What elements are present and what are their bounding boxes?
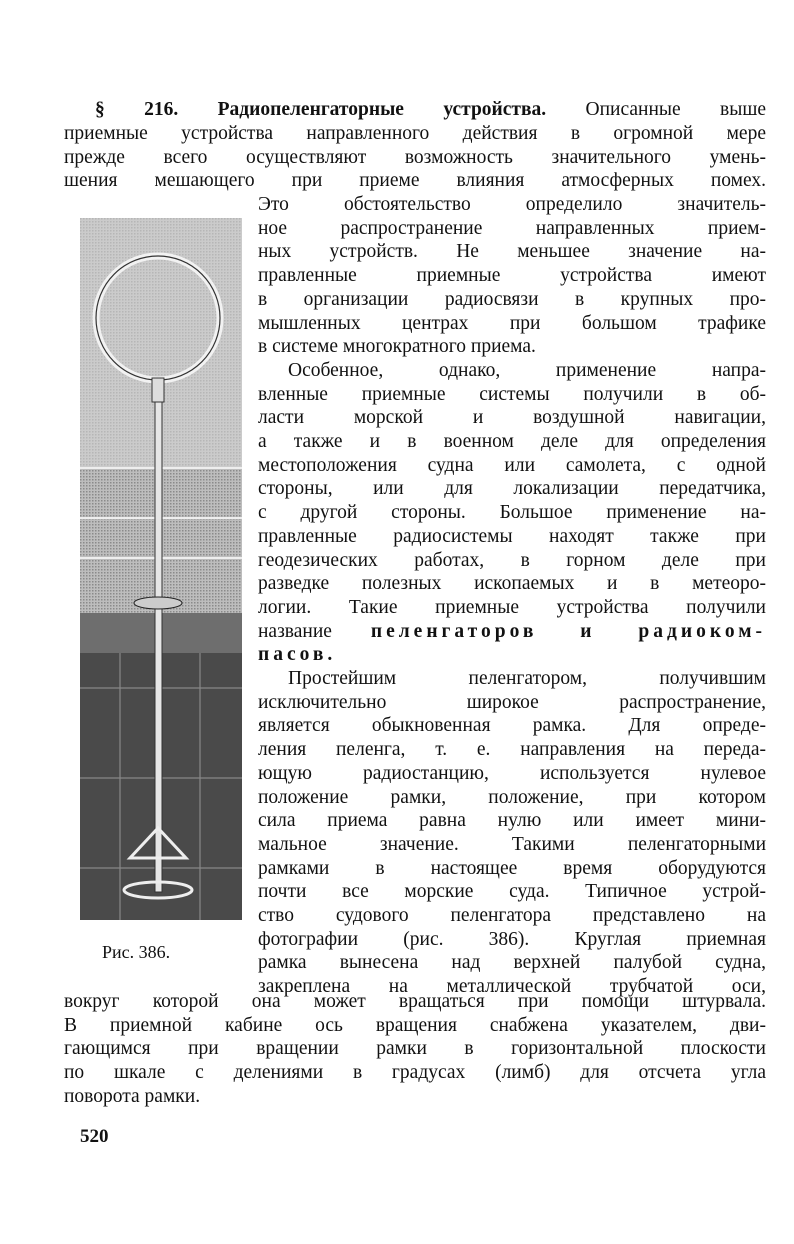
text-segment: название <box>258 620 371 642</box>
text-line: логии. Такие приемные устройства получили <box>258 596 766 618</box>
text-line: рамками в настоящее время оборудуются <box>258 857 766 879</box>
text-line: мышленных центрах при большом трафике <box>258 312 766 334</box>
text-line: правленные радиосистемы находят также при <box>258 525 766 547</box>
spaced-term: пеленгаторов и радиоком- <box>370 620 766 642</box>
text-line: является обыкновенная рамка. Для опреде- <box>258 715 766 737</box>
text-line: поворота рамки. <box>64 1085 201 1107</box>
text-line: геодезических работах, в горном деле при <box>258 549 766 571</box>
text-line: Особенное, однако, применение напра- <box>288 359 766 381</box>
text-line: Простейшим пеленгатором, получившим <box>288 668 766 689</box>
text-line: по шкале с делениями в градусах (лимб) для отсчета угла <box>64 1062 766 1084</box>
text-line: с другой стороны. Большое применение на- <box>258 502 766 524</box>
text-line: ющую радиостанцию, используется нулевое <box>258 762 766 784</box>
text-line: прежде всего осуществляют возможность значительного умень- <box>64 146 766 168</box>
text-line: стороны, или для локализации передатчика, <box>258 478 766 500</box>
text-line: фотографии (рис. 386). Круглая приемная <box>258 928 766 950</box>
text-line: местоположения судна или самолета, с одной <box>258 454 766 476</box>
text-line: шения мешающего при приеме влияния атмосферных помех. <box>64 170 766 192</box>
text-line: вленные приемные системы получили в об- <box>258 383 766 405</box>
text-line: почти все морские суда. Типичное устрой- <box>258 881 766 903</box>
text-line: в системе многократного приема. <box>258 336 536 358</box>
text-line: ство судового пеленгатора представлено на <box>258 905 766 926</box>
heading-continuation: Описанные выше <box>546 99 766 120</box>
text-line: Это обстоятельство определило значитель- <box>258 194 766 215</box>
text-line: закреплена на металлической трубчатой оси, <box>258 976 766 998</box>
section-heading: § 216. Радиопеленгаторные устройства. <box>95 99 547 120</box>
text-line: а также и в военном деле для определения <box>258 431 766 452</box>
figure-photo-direction-finder <box>80 218 242 920</box>
text-line: вокруг которой она может вращаться при помощи штурвала. <box>64 991 766 1012</box>
text-line: рамка вынесена над верхней палубой судна, <box>258 952 766 974</box>
text-line: ласти морской и воздушной навигации, <box>258 407 766 429</box>
text-line: исключительно широкое распространение, <box>258 691 766 713</box>
text-line: В приемной кабине ось вращения снабжена указателем, дви- <box>64 1014 766 1036</box>
text-line: ное распространение направленных прием- <box>258 217 766 239</box>
text-line: мальное значение. Такими пеленгаторными <box>258 833 766 855</box>
figure-caption: Рис. 386. <box>102 942 171 962</box>
text-line: ных устройств. Не меньшее значение на- <box>258 241 766 263</box>
text-line: в организации радиосвязи в крупных про- <box>258 288 766 310</box>
text-line: сила приема равна нулю или имеет мини- <box>258 810 766 832</box>
text-line: положение рамки, положение, при котором <box>258 786 766 808</box>
text-line: разведке полезных ископаемых и в метеоро- <box>258 573 766 595</box>
text-line: пасов. <box>258 644 337 666</box>
text-line: гающимся при вращении рамки в горизонтальной плоскости <box>64 1038 766 1060</box>
text-line: ления пеленга, т. е. направления на переда- <box>258 739 766 761</box>
text-line: приемные устройства направленного действия в огромной мере <box>64 123 766 144</box>
text-line: правленные приемные устройства имеют <box>258 265 766 287</box>
text-line <box>258 620 766 644</box>
page-number: 520 <box>80 1126 109 1147</box>
heading-line <box>95 98 766 122</box>
